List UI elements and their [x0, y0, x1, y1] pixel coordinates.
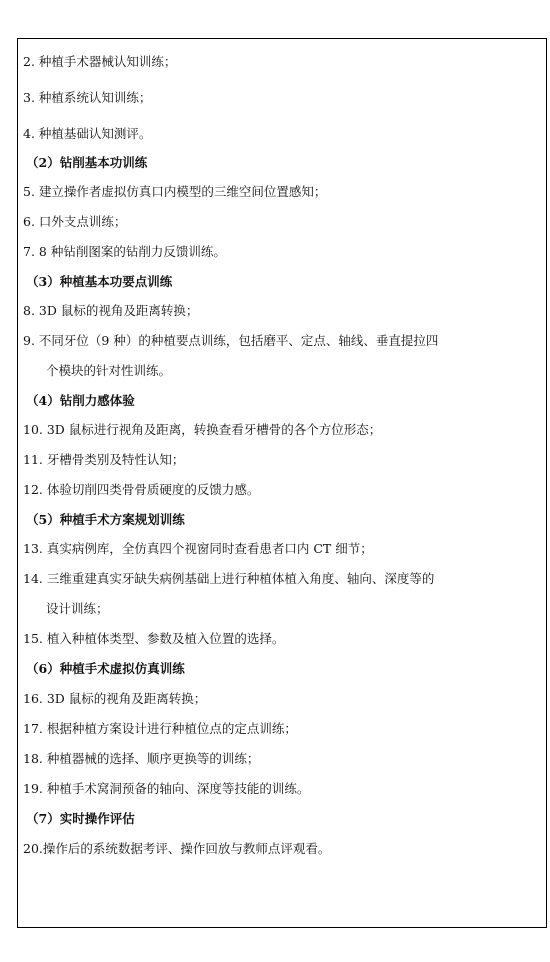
- list-item-13: 13. 真实病例库，全仿真四个视窗同时查看患者口内 CT 细节；: [23, 541, 373, 556]
- section-heading-7: （7）实时操作评估: [26, 811, 135, 826]
- section-heading-3: （3）种植基本功要点训练: [26, 274, 173, 289]
- list-item-7: 7. 8 种钻削图案的钻削力反馈训练。: [23, 244, 226, 259]
- section-heading-5: （5）种植手术方案规划训练: [26, 512, 185, 527]
- section-heading-2: （2）钻削基本功训练: [26, 155, 148, 170]
- list-item-6: 6. 口外支点训练；: [23, 214, 127, 229]
- list-item-2: 2. 种植手术器械认知训练；: [23, 54, 177, 69]
- list-item-19: 19. 种植手术窝洞预备的轴向、深度等技能的训练。: [23, 781, 310, 796]
- list-item-9-continued: 个模块的针对性训练。: [46, 363, 172, 378]
- section-heading-4: （4）钻削力感体验: [26, 393, 135, 408]
- list-item-5: 5. 建立操作者虚拟仿真口内模型的三维空间位置感知；: [23, 184, 327, 199]
- list-item-10: 10. 3D 鼠标进行视角及距离，转换查看牙槽骨的各个方位形态；: [23, 422, 382, 437]
- list-item-18: 18. 种植器械的选择、顺序更换等的训练；: [23, 751, 260, 766]
- list-item-20: 20.操作后的系统数据考评、操作回放与教师点评观看。: [23, 841, 331, 856]
- section-heading-6: （6）种植手术虚拟仿真训练: [26, 661, 185, 676]
- list-item-14: 14. 三维重建真实牙缺失病例基础上进行种植体植入角度、轴向、深度等的: [23, 571, 435, 586]
- list-item-3: 3. 种植系统认知训练；: [23, 90, 152, 105]
- list-item-14-continued: 设计训练；: [46, 601, 109, 616]
- list-item-12: 12. 体验切削四类骨骨质硬度的反馈力感。: [23, 482, 260, 497]
- list-item-17: 17. 根据种植方案设计进行种植位点的定点训练；: [23, 721, 297, 736]
- list-item-8: 8. 3D 鼠标的视角及距离转换；: [23, 303, 199, 318]
- list-item-15: 15. 植入种植体类型、参数及植入位置的选择。: [23, 631, 285, 646]
- list-item-11: 11. 牙槽骨类别及特性认知；: [23, 452, 185, 467]
- list-item-9: 9. 不同牙位（9 种）的种植要点训练，包括磨平、定点、轴线、垂直提拉四: [23, 333, 439, 348]
- list-item-16: 16. 3D 鼠标的视角及距离转换；: [23, 691, 207, 706]
- list-item-4: 4. 种植基础认知测评。: [23, 126, 152, 141]
